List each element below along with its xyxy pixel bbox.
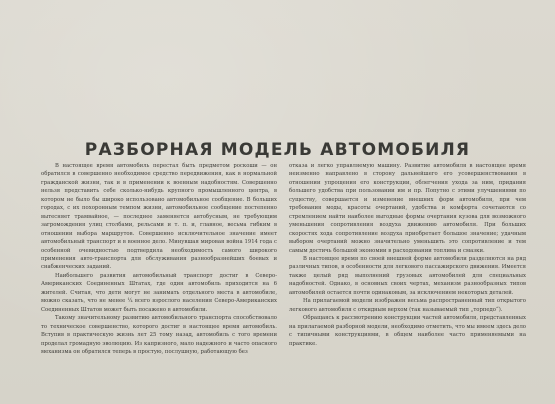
paragraph: Наибольшего развития автомобильный транспорт достиг в Северо-Американских Соединенных Штатах, где один автомобиль приходится на 6 жителей. Считая, что дети могут не занимать отдельного места в автомобиле, можно сказать, что не менее ¼ всего взрослого населения Северо-Американских Соединенных Штатов может быть посажено в автомобили. (41, 272, 277, 313)
paragraph: отказа и легко управляемую машину. Развитие автомобиля в настоящее время неизменно направлено в сторону дальнейшего его усовершенствования в отношении упрощения его конструкции, облегчения ухода за ним, придания большего удобства при пользовании им и пр. Попутно с этими улучшениями по существу, совершается и изменение внешних форм автомобиля, при чем требования моды, красоты очертаний, удобства и комфорта сочетаются со стремлением найти наиболее выгодные формы очертания кузова для возможного уменьшения сопротивления воздуха движению автомобиля. При больших скоростях хода сопротивление воздуха приобретает большое значение; удачным выбором очертаний можно значительно уменьшить это сопротивление и тем самым достичь большой экономии в расходовании топлива и смазки. (289, 163, 526, 254)
paragraph: В настоящее время по своей внешней форме автомобили разделяются на ряд различных типов, в особенности для легкового пассажирского движения. Имеется также целый ряд выполнений грузовых автомобилей для специальных надобностей. Однако, в основных своих чертах, механизм разнообразных типов автомобилей остается почти одинаковым, за исключением некоторых деталей. (289, 255, 526, 296)
paragraph: В настоящее время автомобиль перестал быть предметом роскоши — он обратился в совершенно необходимое средство передвижения, как в нормальной гражданской жизни, так и в применении к военным надобностям. Совершенно нельзя представить себе сколько-нибудь крупного промышленного центра, в котором не было бы широко использовано автомобильное сообщение. В больших городах, с их похоронным темпом жизни, автомобильное сообщение постепенно вытесняет трамвайное, — последнее заменяется автобусным, не требующим загромождения улиц столбами, рельсами и т. п. и, главное, весьма гибким в отношении выбора маршрутов. Совершенно исключительное значение имеет автомобильный транспорт и в военное дело. Минувшая мировая война 1914 года с особенной очевидностью подтвердила необходимость самого широкого применения авто-транспорта для обслуживания разнообразнейших боевых и снабженческих заданий. (41, 163, 277, 271)
right-text-column (289, 162, 526, 398)
paragraph: Обращаясь к рассмотрению конструкции частей автомобиля, представленных на прилагаемой разборной модели, необходимо отметить, что мы имеем здесь дело с типичными конструкциями, в общем наиболее часто применяемыми на практике. (289, 315, 526, 347)
paragraph: На прилагаемой модели изображен весьма распространенный тип открытого легкового автомобиля с откидным верхом (так называемый тип „торпедо“). (289, 298, 526, 313)
page-title: РАЗБОРНАЯ МОДЕЛЬ АВТОМОБИЛЯ (84, 140, 471, 160)
paragraph: Такому значительному развитию автомобильного транспорта способствовало то техническое совершенство, которого достиг в настоящее время автомобиль. Вступив в практическую жизнь лет 25 тому назад, автомобиль с того времени проделал громадную эволюцию. Из капризного, мало надежного и часто опасного механизма он обратился теперь в простую, послушную, работающую без (41, 315, 277, 355)
left-text-column (41, 162, 277, 398)
